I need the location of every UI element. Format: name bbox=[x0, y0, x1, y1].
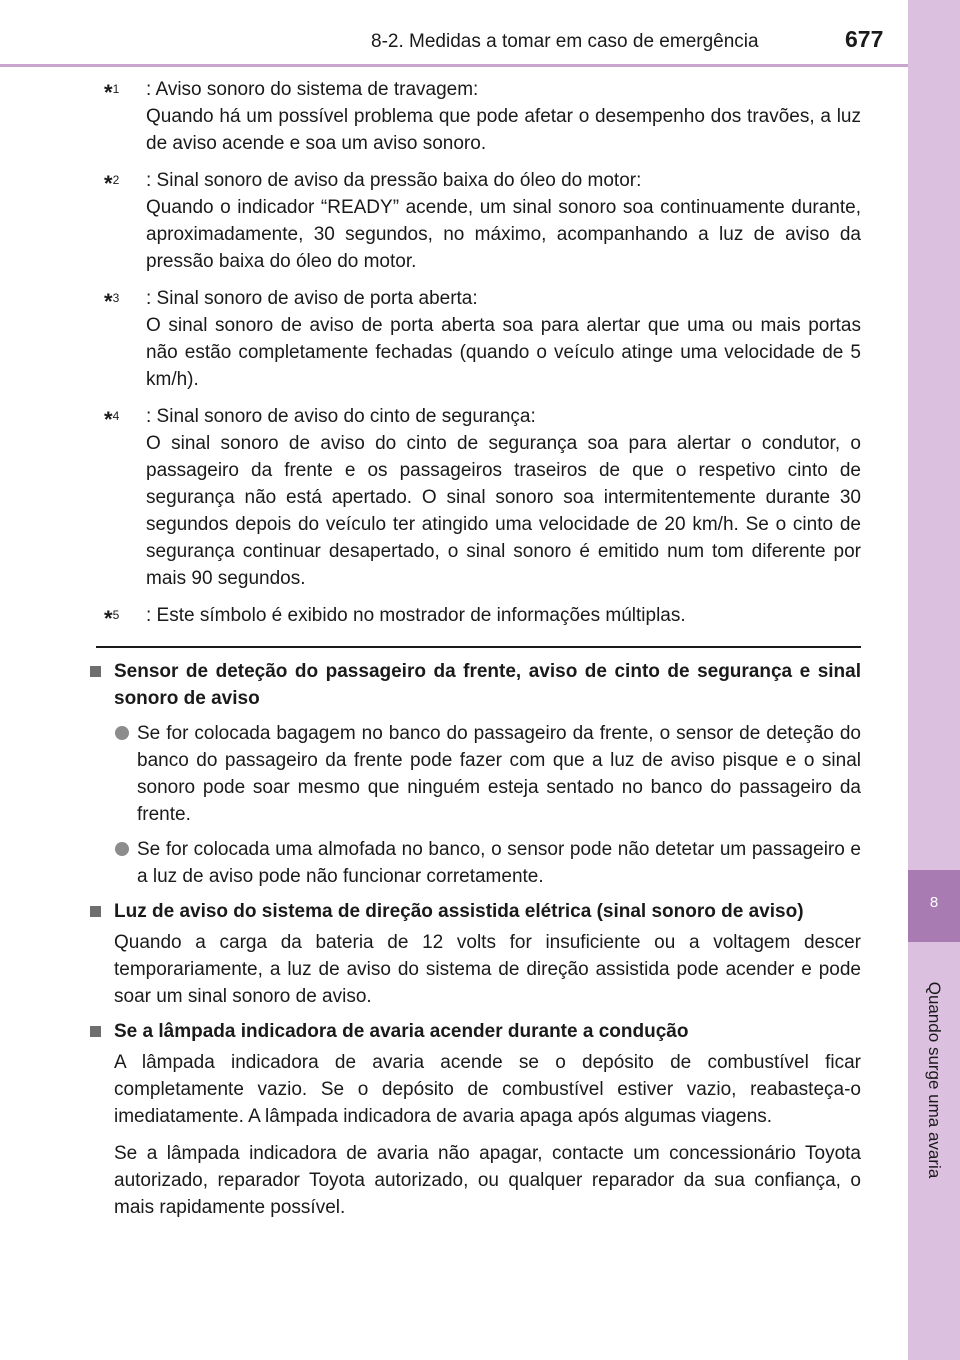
footnote-title: : Sinal sonoro de aviso do cinto de segurança: bbox=[146, 406, 536, 427]
section-paragraph: Se a lâmpada indicadora de avaria não apagar, contacte um concessionário Toyota autorizado, reparador Toyota autorizado, ou qualquer reparador da sua confiança, o mais rapidamente possível. bbox=[114, 1143, 861, 1218]
section-passenger-sensor bbox=[104, 658, 861, 890]
footnote-marker: *$^4$ bbox=[104, 407, 120, 432]
page-content bbox=[104, 76, 861, 1229]
footnote-1 bbox=[104, 76, 861, 157]
footnote-title: : Sinal sonoro de aviso de porta aberta: bbox=[146, 288, 478, 309]
footnote-body: O sinal sonoro de aviso de porta aberta soa para alertar que uma ou mais portas não estão completamente fechadas (quando o veículo atinge uma velocidade de 5 km/h). bbox=[146, 315, 861, 390]
square-bullet-icon bbox=[90, 906, 101, 917]
circle-bullet-icon bbox=[115, 726, 129, 740]
section-paragraph: Quando a carga da bateria de 12 volts for insuficiente ou a voltagem descer temporariamente, a luz de aviso do sistema de direção assistida pode acender e pode soar um sinal sonoro de aviso. bbox=[114, 932, 861, 1007]
page-section-title: 8-2. Medidas a tomar em caso de emergência bbox=[371, 31, 759, 52]
footnote-title: : Sinal sonoro de aviso da pressão baixa do óleo do motor: bbox=[146, 170, 642, 191]
footnote-5 bbox=[104, 602, 861, 629]
footnote-body: Quando o indicador “READY” acende, um sinal sonoro soa continuamente durante, aproximadamente, 30 segundos, no máximo, acompanhando a luz de aviso da pressão baixa do óleo do motor. bbox=[146, 197, 861, 272]
bullet-item: Se for colocada bagagem no banco do passageiro da frente, o sensor de deteção do banco do passageiro da frente pode fazer com que a luz de aviso pisque e o sinal sonoro pode soar mesmo que ninguém esteja sentado no banco do passageiro da frente. bbox=[114, 720, 861, 828]
section-heading: Se a lâmpada indicadora de avaria acender durante a condução bbox=[90, 1018, 861, 1045]
header-rule bbox=[0, 64, 908, 67]
section-heading: Luz de aviso do sistema de direção assistida elétrica (sinal sonoro de aviso) bbox=[90, 898, 861, 925]
page-number: 677 bbox=[845, 26, 884, 52]
footnote-marker: *$^1$ bbox=[104, 80, 120, 105]
footnote-4 bbox=[104, 403, 861, 592]
footnote-2 bbox=[104, 167, 861, 275]
footnote-marker: *$^5$ bbox=[104, 606, 120, 631]
chapter-title: Quando surge uma avaria bbox=[925, 981, 944, 1179]
section-divider bbox=[96, 646, 861, 648]
square-bullet-icon bbox=[90, 1026, 101, 1037]
section-power-steering bbox=[104, 898, 861, 1010]
chapter-number: 8 bbox=[929, 894, 939, 911]
footnote-body: Quando há um possível problema que pode afetar o desempenho dos travões, a luz de aviso acende e soa um aviso sonoro. bbox=[146, 106, 861, 154]
square-bullet-icon bbox=[90, 666, 101, 677]
footnote-3 bbox=[104, 285, 861, 393]
footnote-marker: *$^2$ bbox=[104, 171, 120, 196]
footnote-marker: *$^3$ bbox=[104, 289, 120, 314]
section-malfunction-lamp bbox=[104, 1018, 861, 1221]
footnote-title: : Este símbolo é exibido no mostrador de informações múltiplas. bbox=[146, 605, 686, 626]
footnote-title: : Aviso sonoro do sistema de travagem: bbox=[146, 79, 479, 100]
circle-bullet-icon bbox=[115, 842, 129, 856]
footnote-body: O sinal sonoro de aviso do cinto de segurança soa para alertar o condutor, o passageiro da frente e os passageiros traseiros de que o respetivo cinto de segurança não está apertado. O sinal sonoro soa intermitentemente durante 30 segundos depois do veículo ter atingido uma velocidade de 20 km/h. Se o cinto de segurança continuar desapertado, o sinal sonoro é emitido num tom diferente por mais 90 segundos. bbox=[146, 433, 861, 589]
section-paragraph: A lâmpada indicadora de avaria acende se o depósito de combustível ficar completamente vazio. Se o depósito de combustível estiver vazio, reabasteça-o imediatamente. A lâmpada indicadora de avaria apaga após algumas viagens. bbox=[114, 1052, 861, 1127]
section-heading: Sensor de deteção do passageiro da frente, aviso de cinto de segurança e sinal sonoro de aviso bbox=[90, 658, 861, 712]
bullet-item: Se for colocada uma almofada no banco, o sensor pode não detetar um passageiro e a luz de aviso pode não funcionar corretamente. bbox=[114, 836, 861, 890]
